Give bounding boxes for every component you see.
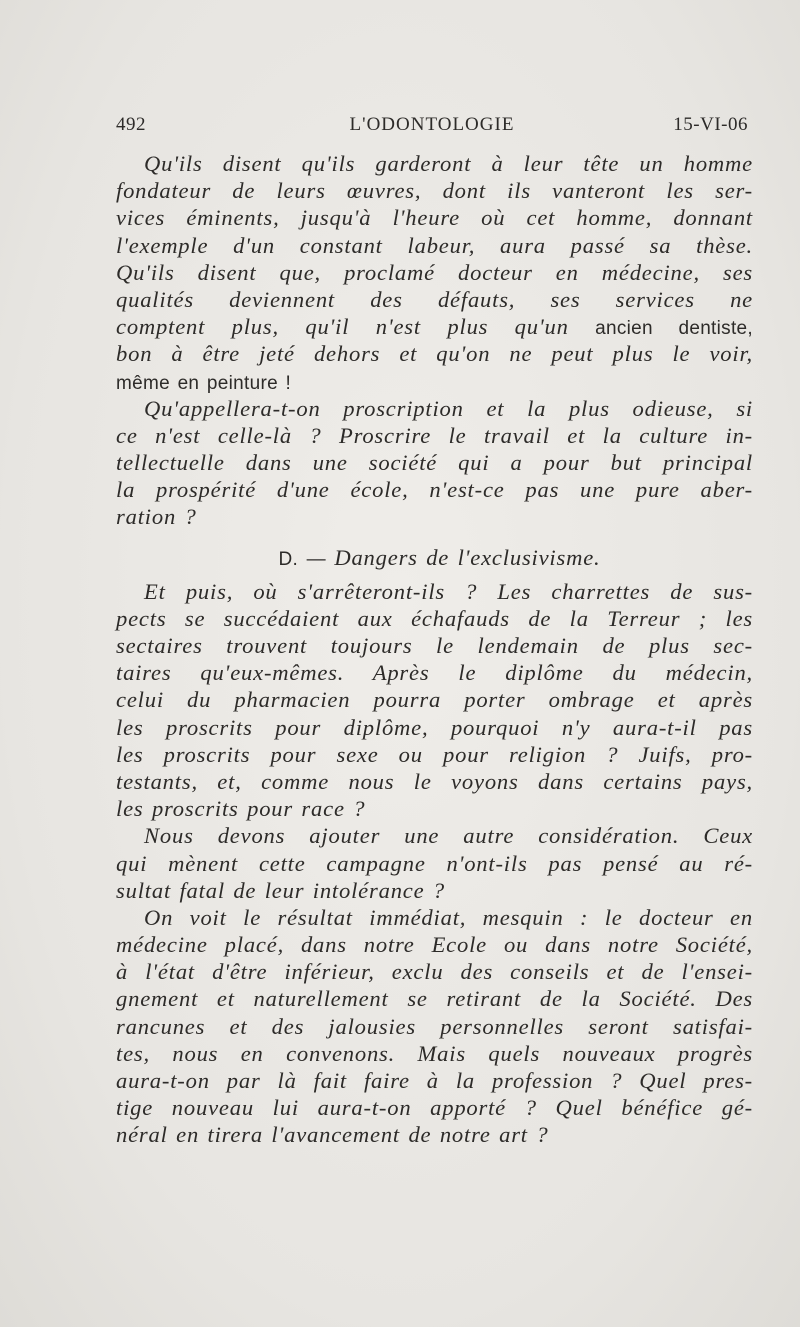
text-line: vices éminents, jusqu'à l'heure où cet homme, donnant (116, 205, 753, 231)
section-letter: D. (278, 548, 299, 570)
text-line: l'exemple d'un constant labeur, aura passé sa thèse. (116, 232, 753, 258)
paragraph (116, 578, 753, 823)
section-dash: — (306, 548, 326, 570)
text-line: gnement et naturellement se retirant de la Société. Des (116, 986, 753, 1012)
text-line: Qu'ils disent qu'ils garderont à leur tête un homme (144, 151, 753, 176)
roman-run: ancien dentiste, (595, 318, 753, 340)
text-line: celui du pharmacien pourra porter ombrage et après (116, 687, 753, 713)
text-line: ce n'est celle-là ? Proscrire le travail et la culture in- (116, 422, 753, 448)
text-line: taires qu'eux-mêmes. Après le diplôme du médecin, (116, 660, 753, 686)
section-title: Dangers de l'exclusivisme. (334, 544, 601, 570)
page-header (116, 114, 748, 144)
paragraph (116, 259, 753, 395)
text-line: les proscrits pour diplôme, pourquoi n'y aura-t-il pas (116, 714, 753, 740)
text-line: médecine placé, dans notre Ecole ou dans notre Société, (116, 932, 753, 958)
text-line: Qu'ils disent que, proclamé docteur en médecine, ses (116, 259, 753, 285)
section-heading (116, 542, 753, 574)
body-text (116, 150, 753, 1149)
text-line: les proscrits pour sexe ou pour religion ? Juifs, pro- (116, 741, 753, 767)
text-line: rancunes et des jalousies personnelles seront satisfai- (116, 1013, 753, 1039)
text-line: sultat fatal de leur intolérance ? (116, 877, 445, 903)
text-line: tige nouveau lui aura-t-on apporté ? Quel bénéfice gé- (116, 1095, 753, 1121)
text-line: Nous devons ajouter une autre considération. Ceux (144, 823, 753, 849)
text-line: On voit le résultat immédiat, mesquin : le docteur en (144, 904, 753, 930)
text-line: bon à être jeté dehors et qu'on ne peut plus le voir, (116, 341, 753, 367)
text-line: à l'état d'être inférieur, exclu des conseils et de l'ensei- (116, 959, 753, 985)
text-line: Qu'appellera-t-on proscription et la plus odieuse, si (144, 395, 753, 421)
paragraph (116, 395, 753, 531)
issue-date: 15-VI-06 (673, 114, 748, 135)
text-line: qualités deviennent des défauts, ses services ne (116, 286, 753, 312)
text-line: pects se succédaient aux échafauds de la Terreur ; les (116, 605, 753, 631)
paragraph (116, 904, 753, 1149)
text-line: testants, et, comme nous le voyons dans certains pays, (116, 768, 753, 794)
text-line: la prospérité d'une école, n'est-ce pas une pure aber- (116, 477, 753, 503)
text-line (116, 368, 753, 395)
text-line: tellectuelle dans une société qui a pour but principal (116, 450, 753, 476)
roman-run: même en peinture ! (116, 372, 292, 394)
text-line: fondateur de leurs œuvres, dont ils vanteront les ser- (116, 178, 753, 204)
text-line: sectaires trouvent toujours le lendemain de plus sec- (116, 633, 753, 658)
text-line: qui mènent cette campagne n'ont-ils pas pensé au ré- (116, 850, 753, 876)
running-title: L'ODONTOLOGIE (349, 114, 515, 135)
paragraph (116, 822, 753, 904)
text-line: néral en tirera l'avancement de notre art ? (116, 1122, 549, 1148)
text-line-mixed (116, 313, 753, 340)
italic-run: comptent plus, qu'il n'est plus qu'un (116, 314, 569, 340)
text-line: Et puis, où s'arrêteront-ils ? Les charrettes de sus- (144, 578, 753, 604)
text-line: tes, nous en convenons. Mais quels nouveaux progrès (116, 1040, 753, 1066)
paragraph (116, 150, 753, 259)
text-line: aura-t-on par là fait faire à la profession ? Quel pres- (116, 1068, 753, 1093)
text-line: ration ? (116, 504, 197, 530)
page-number: 492 (116, 114, 146, 135)
text-line: les proscrits pour race ? (116, 796, 366, 822)
